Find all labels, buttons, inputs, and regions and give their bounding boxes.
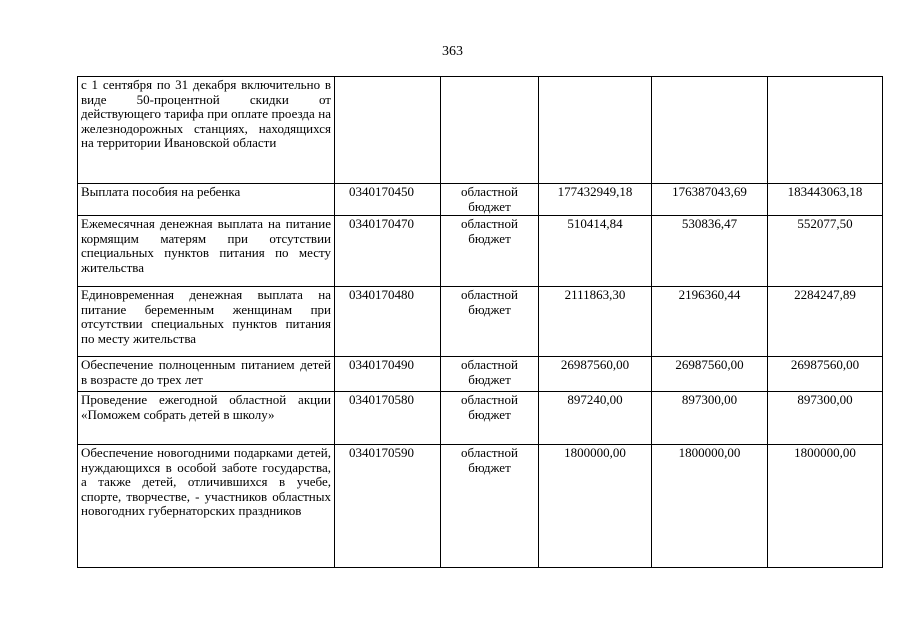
row-name-cell: Обеспечение новогодними подарками детей, нуждающихся в особой заботе государства, а также детей, отличившихся в учебе, спорте, творчестве, - участников областных новогодних губернаторских праздников: [78, 445, 335, 568]
row-year3-cell: 2284247,89: [768, 287, 883, 357]
row-code-cell: 0340170590: [335, 445, 441, 568]
table-row: [78, 77, 883, 184]
table-row: [78, 216, 883, 287]
row-year1-cell: 177432949,18: [539, 184, 652, 216]
row-year3-cell: 552077,50: [768, 216, 883, 287]
row-source-cell: областной бюджет: [441, 445, 539, 568]
row-year1-cell: 2111863,30: [539, 287, 652, 357]
row-year2-cell: 1800000,00: [652, 445, 768, 568]
row-year1-cell: [539, 77, 652, 184]
table-row: [78, 392, 883, 445]
row-year2-cell: 897300,00: [652, 392, 768, 445]
row-source-cell: областной бюджет: [441, 357, 539, 392]
budget-table: [77, 76, 883, 568]
table-row: [78, 287, 883, 357]
row-code-cell: 0340170480: [335, 287, 441, 357]
row-name-cell: Ежемесячная денежная выплата на питание кормящим матерям при отсутствии специальных пунктов питания по месту жительства: [78, 216, 335, 287]
row-code-cell: 0340170470: [335, 216, 441, 287]
row-year2-cell: 530836,47: [652, 216, 768, 287]
table-row: [78, 357, 883, 392]
row-source-cell: областной бюджет: [441, 184, 539, 216]
row-code-cell: 0340170490: [335, 357, 441, 392]
row-year1-cell: 897240,00: [539, 392, 652, 445]
row-code-cell: 0340170580: [335, 392, 441, 445]
row-year3-cell: 1800000,00: [768, 445, 883, 568]
row-name-cell: Проведение ежегодной областной акции «Поможем собрать детей в школу»: [78, 392, 335, 445]
row-name-cell: Единовременная денежная выплата на питание беременным женщинам при отсутствии специальных пунктов питания по месту жительства: [78, 287, 335, 357]
row-name-cell: Выплата пособия на ребенка: [78, 184, 335, 216]
row-year2-cell: 176387043,69: [652, 184, 768, 216]
row-year1-cell: 26987560,00: [539, 357, 652, 392]
row-code-cell: 0340170450: [335, 184, 441, 216]
table-row: [78, 184, 883, 216]
row-year2-cell: [652, 77, 768, 184]
row-year3-cell: 26987560,00: [768, 357, 883, 392]
row-code-cell: [335, 77, 441, 184]
table-row: [78, 445, 883, 568]
row-source-cell: областной бюджет: [441, 216, 539, 287]
page-number: 363: [442, 44, 463, 59]
row-source-cell: [441, 77, 539, 184]
row-year1-cell: 1800000,00: [539, 445, 652, 568]
row-year3-cell: [768, 77, 883, 184]
row-name-cell: с 1 сентября по 31 декабря включительно в виде 50-процентной скидки от действующего тарифа при оплате проезда на железнодорожных станциях, находящихся на территории Ивановской области: [78, 77, 335, 184]
row-year3-cell: 183443063,18: [768, 184, 883, 216]
row-year1-cell: 510414,84: [539, 216, 652, 287]
row-source-cell: областной бюджет: [441, 392, 539, 445]
row-source-cell: областной бюджет: [441, 287, 539, 357]
row-year2-cell: 26987560,00: [652, 357, 768, 392]
row-name-cell: Обеспечение полноценным питанием детей в возрасте до трех лет: [78, 357, 335, 392]
row-year3-cell: 897300,00: [768, 392, 883, 445]
row-year2-cell: 2196360,44: [652, 287, 768, 357]
